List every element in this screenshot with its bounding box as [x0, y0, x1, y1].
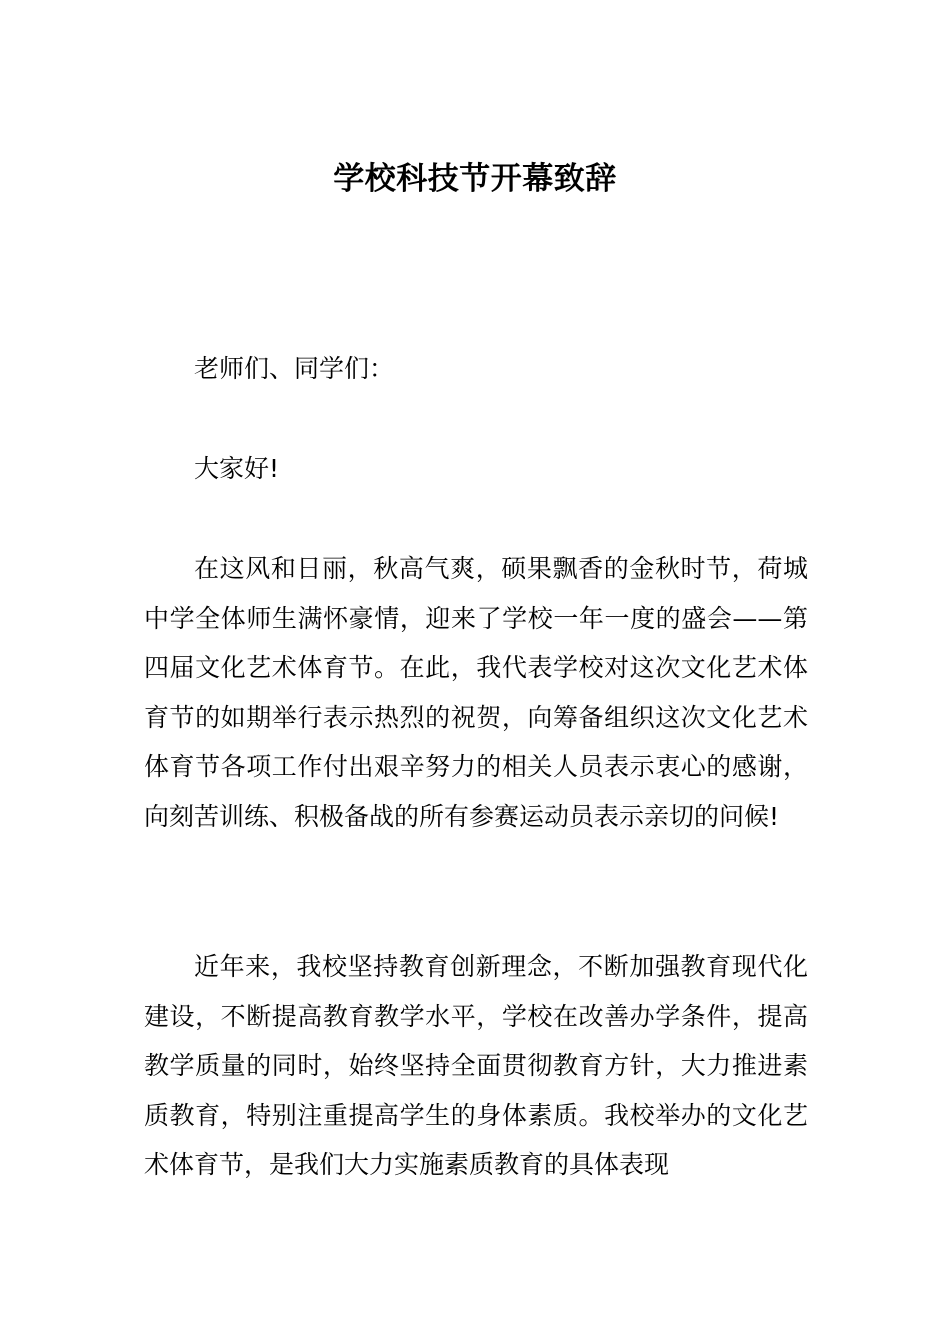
document-title: 学校科技节开幕致辞 [333, 161, 617, 197]
greeting: 大家好! [194, 454, 280, 483]
paragraph-2: 近年来，我校坚持教育创新理念，不断加强教育现代化建设，不断提高教育教学水平，学校在改善办学条件，提高教学质量的同时，始终坚持全面贯彻教育方针，大力推进素质教育，特别注重提高学生的身体素质。我校举办的文化艺术体育节，是我们大力实施素质教育的具体表现 [144, 952, 808, 1179]
salutation: 老师们、同学们： [194, 354, 395, 383]
paragraph-1: 在这风和日丽，秋高气爽，硕果飘香的金秋时节，荷城中学全体师生满怀豪情，迎来了学校一年一度的盛会——第四届文化艺术体育节。在此，我代表学校对这次文化艺术体育节的如期举行表示热烈的祝贺，向筹备组织这次文化艺术体育节各项工作付出艰辛努力的相关人员表示衷心的感谢，向刻苦训练、积极备战的所有参赛运动员表示亲切的问候! [144, 554, 808, 831]
